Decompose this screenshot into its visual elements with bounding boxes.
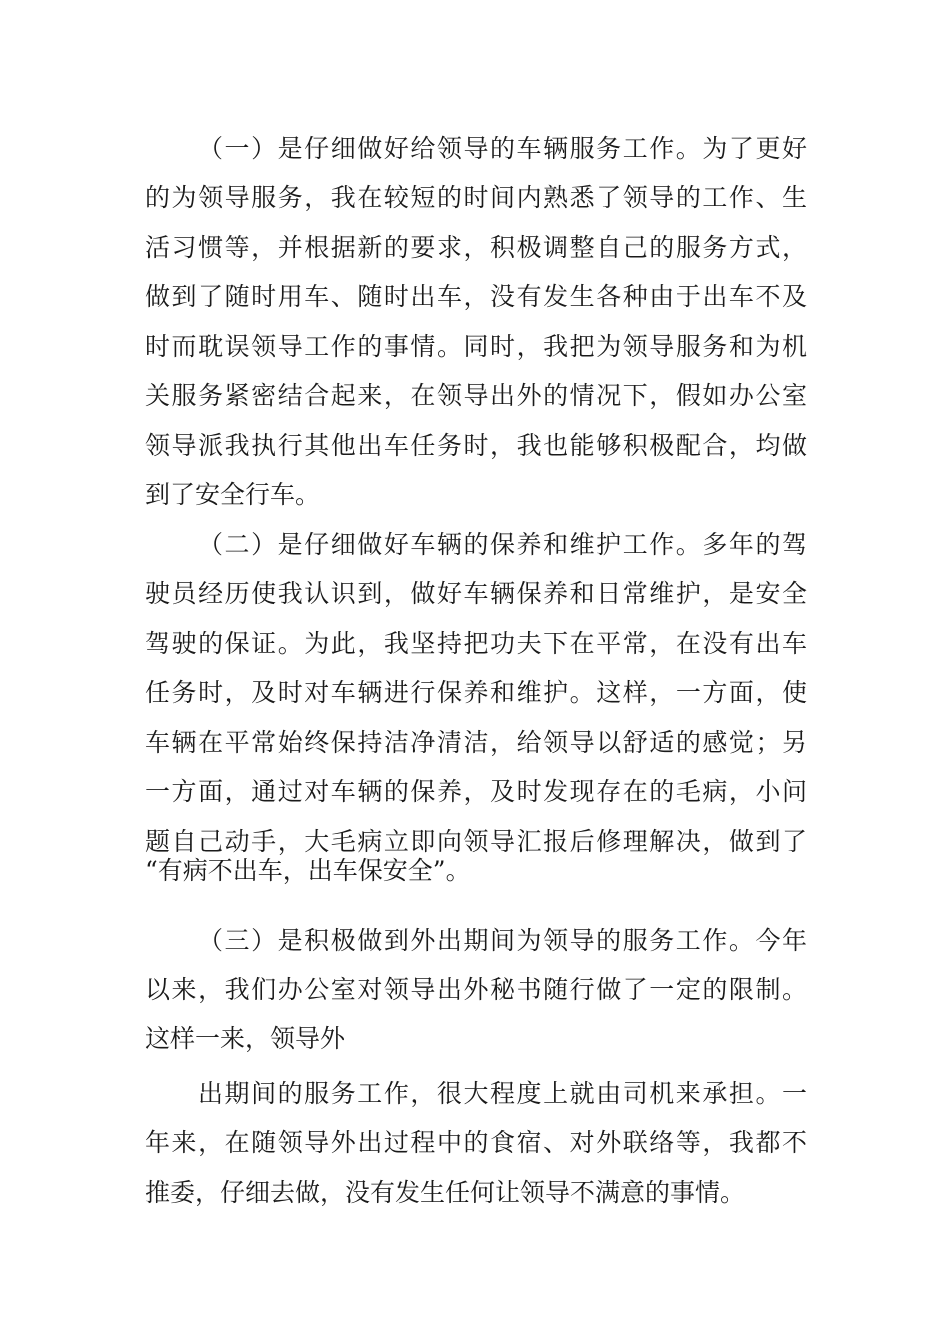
text-line: 领导派我执行其他出车任务时，我也能够积极配合，均做 <box>145 431 807 460</box>
text-line: “有病不出车，出车保安全”。 <box>145 856 471 885</box>
text-line: 任务时，及时对车辆进行保养和维护。这样，一方面，使 <box>145 678 807 707</box>
text-line: 一方面，通过对车辆的保养，及时发现存在的毛病，小问 <box>145 777 807 806</box>
text-line: （二）是仔细做好车辆的保养和维护工作。多年的驾 <box>198 530 807 559</box>
text-line: 驾驶的保证。为此，我坚持把功夫下在平常，在没有出车 <box>145 629 807 658</box>
text-line: （一）是仔细做好给领导的车辆服务工作。为了更好 <box>198 134 807 163</box>
text-line: 推委，仔细去做，没有发生任何让领导不满意的事情。 <box>145 1178 746 1207</box>
text-line: 活习惯等，并根据新的要求，积极调整自己的服务方式， <box>145 233 807 262</box>
text-line: 这样一来，领导外 <box>145 1024 346 1053</box>
text-line: 以来，我们办公室对领导出外秘书随行做了一定的限制。 <box>145 975 807 1004</box>
text-line: 时而耽误领导工作的事情。同时，我把为领导服务和为机 <box>145 332 807 361</box>
text-line: 的为领导服务，我在较短的时间内熟悉了领导的工作、生 <box>145 183 807 212</box>
text-line: 驶员经历使我认识到，做好车辆保养和日常维护，是安全 <box>145 579 807 608</box>
text-line: 年来，在随领导外出过程中的食宿、对外联络等，我都不 <box>145 1128 807 1157</box>
text-line: （三）是积极做到外出期间为领导的服务工作。今年 <box>198 926 807 955</box>
text-line: 出期间的服务工作，很大程度上就由司机来承担。一 <box>198 1079 807 1108</box>
text-line: 车辆在平常始终保持洁净清洁，给领导以舒适的感觉；另 <box>145 728 807 757</box>
text-line: 到了安全行车。 <box>145 480 321 509</box>
text-line: 题自己动手，大毛病立即向领导汇报后修理解决，做到了 <box>145 827 807 856</box>
text-line: 关服务紧密结合起来，在领导出外的情况下，假如办公室 <box>145 381 807 410</box>
text-line: 做到了随时用车、随时出车，没有发生各种由于出车不及 <box>145 282 807 311</box>
